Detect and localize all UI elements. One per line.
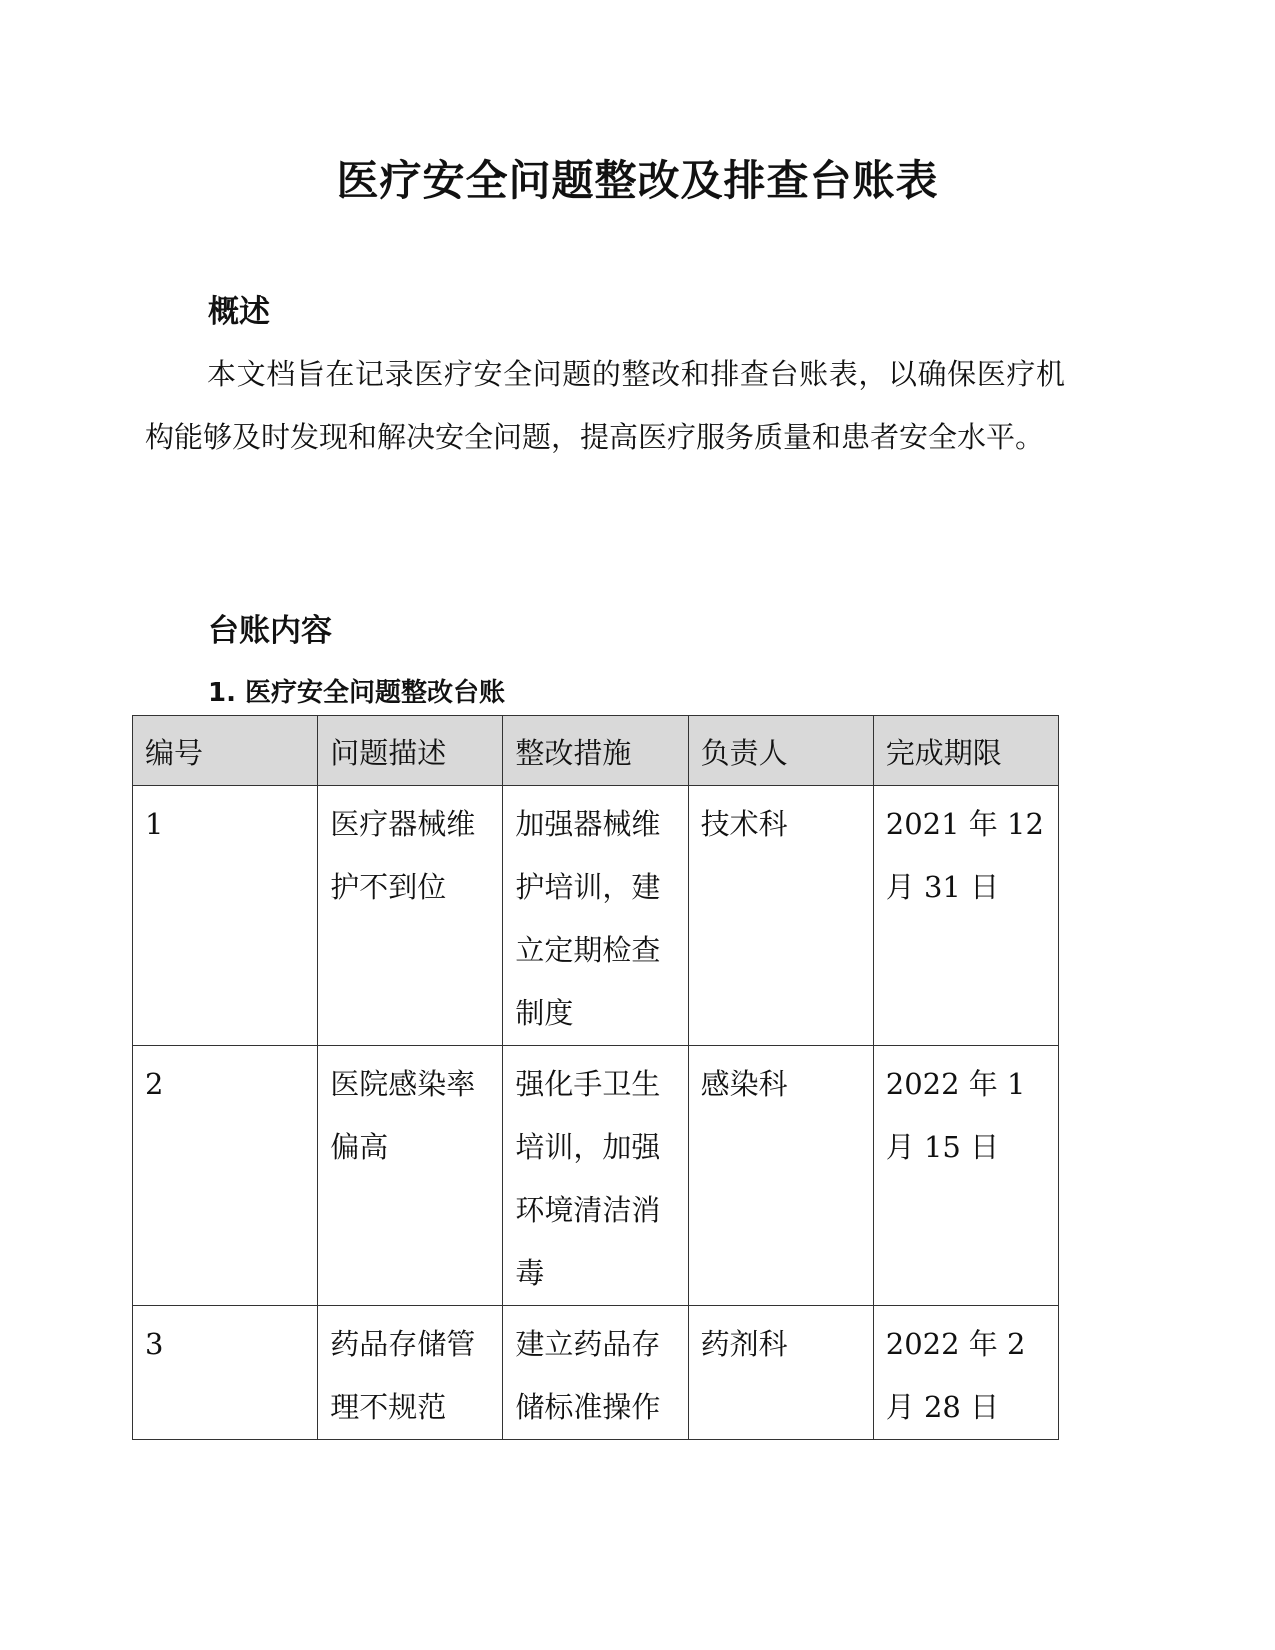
document-title: 医疗安全问题整改及排查台账表: [336, 156, 939, 205]
cell-deadline: 2021 年 12 月 31 日: [873, 786, 1058, 1046]
overview-paragraph: 本文档旨在记录医疗安全问题的整改和排查台账表，以确保医疗机构能够及时发现和解决安全问题，提高医疗服务质量和患者安全水平。: [145, 357, 1065, 454]
header-problem: 问题描述: [318, 716, 503, 786]
cell-measure: 加强器械维护培训，建立定期检查制度: [503, 786, 688, 1046]
cell-problem: 医疗器械维护不到位: [318, 786, 503, 1046]
cell-problem: 药品存储管理不规范: [318, 1306, 503, 1440]
table-row: [133, 1046, 1059, 1306]
cell-id: 1: [133, 786, 318, 1046]
cell-measure: 建立药品存储标准操作: [503, 1306, 688, 1440]
cell-deadline: 2022 年 1 月 15 日: [873, 1046, 1058, 1306]
table-row: [133, 1306, 1059, 1440]
rectification-ledger-table: [132, 715, 1059, 1440]
subheading-rectification-ledger: 1. 医疗安全问题整改台账: [208, 678, 506, 708]
cell-problem: 医院感染率偏高: [318, 1046, 503, 1306]
cell-deadline: 2022 年 2 月 28 日: [873, 1306, 1058, 1440]
cell-measure: 强化手卫生培训，加强环境清洁消毒: [503, 1046, 688, 1306]
cell-id: 3: [133, 1306, 318, 1440]
header-measure: 整改措施: [503, 716, 688, 786]
cell-owner: 技术科: [688, 786, 873, 1046]
section-heading-overview: 概述: [208, 294, 270, 330]
cell-owner: 药剂科: [688, 1306, 873, 1440]
table-header-row: [133, 716, 1059, 786]
header-owner: 负责人: [688, 716, 873, 786]
cell-id: 2: [133, 1046, 318, 1306]
header-deadline: 完成期限: [873, 716, 1058, 786]
table-row: [133, 786, 1059, 1046]
cell-owner: 感染科: [688, 1046, 873, 1306]
section-heading-ledger-content: 台账内容: [208, 613, 332, 649]
header-id: 编号: [133, 716, 318, 786]
